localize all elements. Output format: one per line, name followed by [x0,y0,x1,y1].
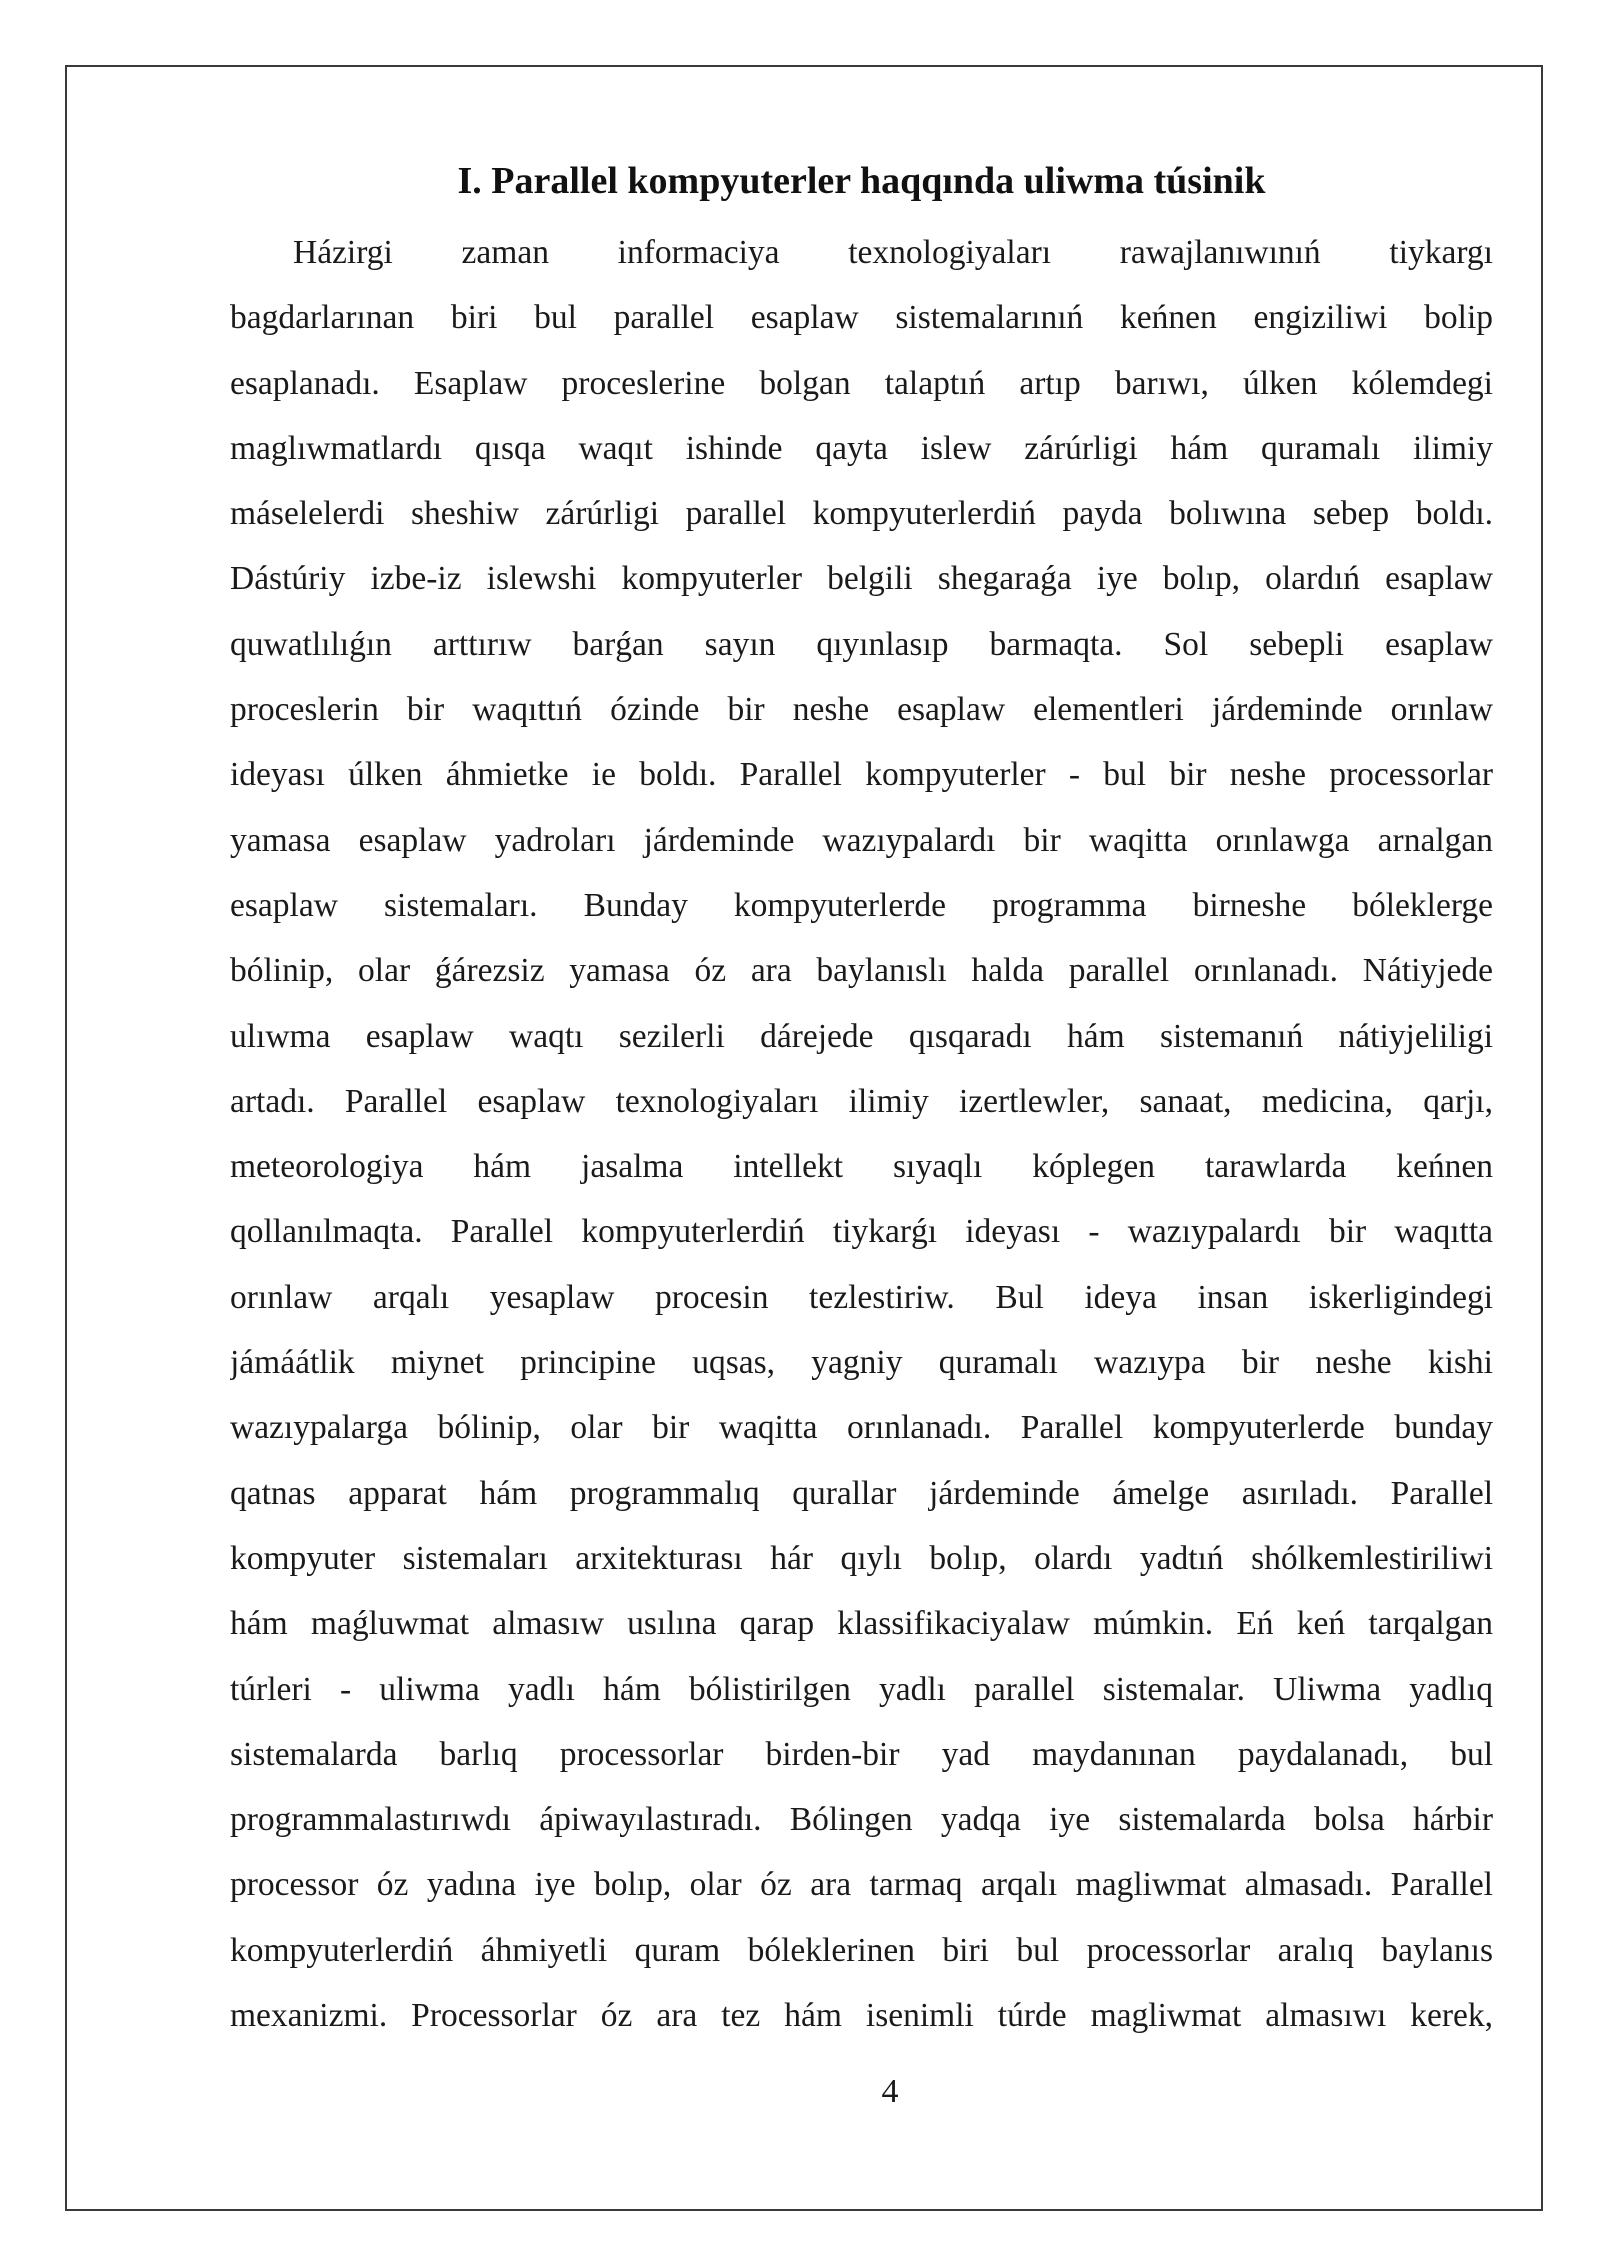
text-line: qatnas apparat hám programmalıq qurallar járdeminde ámelge asırıladı. Parallel [230,1474,1493,1512]
text-line: qollanılmaqta. Parallel kompyuterlerdiń tiykarǵı ideyası - wazıypalardı bir waqıtta [230,1213,1493,1251]
text-line: jámáátlik miynet principine uqsas, yagniy quramalı wazıypa bir neshe kishi [230,1344,1493,1382]
text-line: yamasa esaplaw yadroları járdeminde wazıypalardı bir waqitta orınlawga arnalgan [230,821,1493,859]
text-line: proceslerin bir waqıttıń ózinde bir neshe esaplaw elementleri járdeminde orınlaw [230,691,1493,729]
text-line: maglıwmatlardı qısqa waqıt ishinde qayta islew zárúrligi hám quramalı ilimiy [230,429,1493,467]
text-line: orınlaw arqalı yesaplaw procesin tezlestiriw. Bul ideya insan iskerligindegi [230,1278,1493,1316]
text-line: meteorologiya hám jasalma intellekt sıyaqlı kóplegen tarawlarda keńnen [230,1148,1493,1186]
text-line: kompyuter sistemaları arxitekturası hár qıylı bolıp, olardı yadtıń shólkemlestiriliwi [230,1539,1493,1577]
text-line: hám maǵluwmat almasıw usılına qarap klassifikaciyalaw múmkin. Eń keń tarqalgan [230,1605,1493,1643]
text-line: programmalastırıwdı ápiwayılastıradı. Bólingen yadqa iye sistemalarda bolsa hárbir [230,1801,1493,1839]
text-line: quwatlılıǵın arttırıw barǵan sayın qıyınlasıp barmaqta. Sol sebepli esaplaw [230,625,1493,663]
text-line: bólinip, olar ǵárezsiz yamasa óz ara baylanıslı halda parallel orınlanadı. Nátiyjede [230,952,1493,990]
body-paragraph [230,220,1493,2048]
text-line: Dástúriy izbe-iz islewshi kompyuterler belgili shegaraǵa iye bolıp, olardıń esaplaw [230,560,1493,598]
text-line: esaplanadı. Esaplaw proceslerine bolgan talaptıń artıp barıwı, úlken kólemdegi [230,364,1493,402]
text-line: túrleri - uliwma yadlı hám bólistirilgen yadlı parallel sistemalar. Uliwma yadlıq [230,1670,1493,1708]
text-line: processor óz yadına iye bolıp, olar óz ara tarmaq arqalı magliwmat almasadı. Parallel [230,1866,1493,1904]
text-line: sistemalarda barlıq processorlar birden-bir yad maydanınan paydalanadı, bul [230,1735,1493,1773]
text-line: esaplaw sistemaları. Bunday kompyuterlerde programma birneshe bóleklerge [230,886,1493,924]
text-line: ideyası úlken áhmietke ie boldı. Parallel kompyuterler - bul bir neshe processorlar [230,756,1493,794]
text-line: wazıypalarga bólinip, olar bir waqitta orınlanadı. Parallel kompyuterlerde bunday [230,1409,1493,1447]
text-line: bagdarlarınan biri bul parallel esaplaw sistemalarınıń keńnen engiziliwi bolip [230,299,1493,337]
text-line: kompyuterlerdiń áhmiyetli quram bóleklerinen biri bul processorlar aralıq baylanıs [230,1931,1493,1969]
text-line: mexanizmi. Processorlar óz ara tez hám isenimli túrde magliwmat almasıwı kerek, [230,1997,1493,2035]
text-line: artadı. Parallel esaplaw texnologiyaları ilimiy izertlewler, sanaat, medicina, qarjı, [230,1082,1493,1120]
text-line: ulıwma esaplaw waqtı sezilerli dárejede qısqaradı hám sistemanıń nátiyjeliligi [230,1017,1493,1055]
text-line: máselelerdi sheshiw zárúrligi parallel kompyuterlerdiń payda bolıwına sebep boldı. [230,495,1493,533]
section-heading: I. Parallel kompyuterler haqqında uliwma túsinik [457,160,1266,202]
page-number: 4 [881,2073,899,2110]
text-line: Házirgi zaman informaciya texnologiyaları rawajlanıwınıń tiykargı [293,234,1493,271]
